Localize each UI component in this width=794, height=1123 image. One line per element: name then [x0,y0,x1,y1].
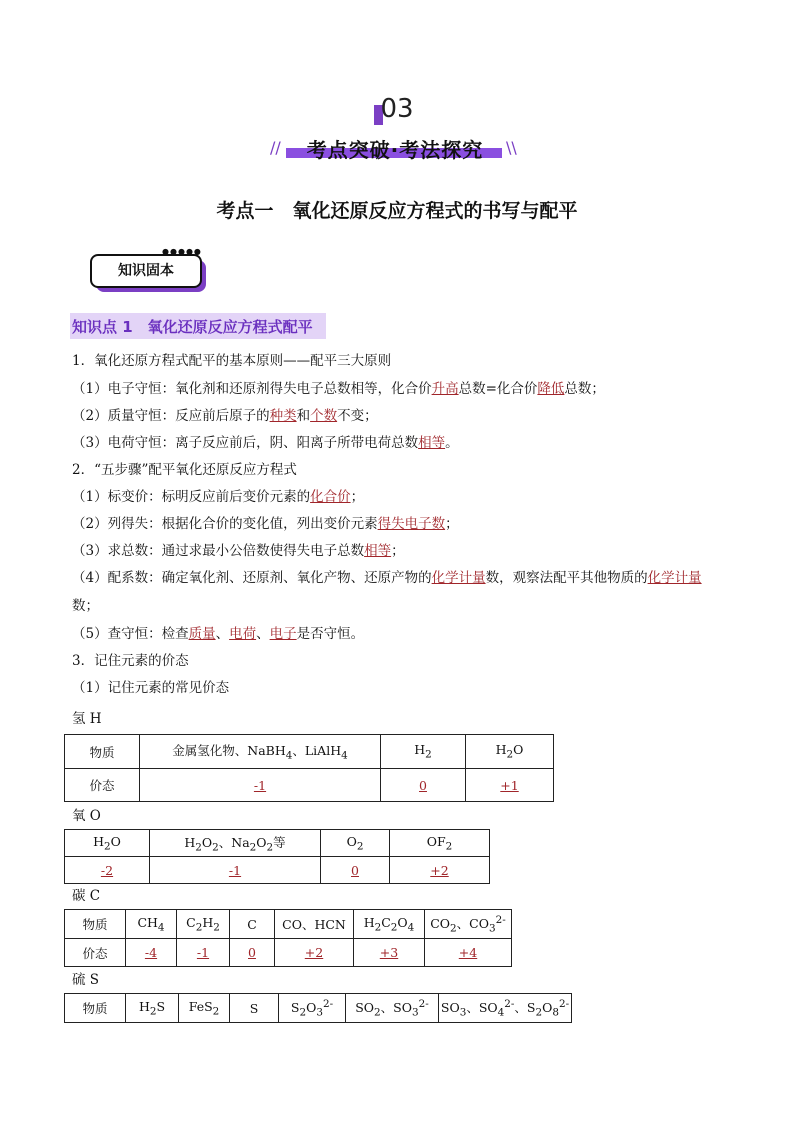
electron-conservation: （1）电子守恒：氧化剂和还原剂得失电子总数相等，化合价升高总数=化合价降低总数； [72,381,605,397]
table-cell: 金属氢化物、NaBH$_4$、LiAlH$_4$ [140,735,381,769]
mass-conservation: （2）质量守恒：反应前后原子的种类和个数不变； [72,408,378,424]
table-cell: -1 [150,857,321,884]
charge-conservation: （3）电荷守恒：离子反应前后，阴、阳离子所带电荷总数相等。 [72,435,459,451]
left-slash-icon: // [270,138,281,157]
table-cell: S [230,994,279,1023]
table-cell: -2 [65,857,150,884]
table-cell: $S_2O_3^{2-}$ [279,994,346,1023]
table-cell: 物质 [65,994,126,1023]
table-cell: $H_2C_2O_4$ [354,910,425,939]
table-cell: 0 [321,857,390,884]
hydrogen-table [64,734,554,802]
common-valence-heading: （1）记住元素的常见价态 [72,680,230,696]
table-cell: $O_2$ [321,830,390,857]
table-cell: -1 [140,769,381,802]
table-cell: $C_2H_2$ [177,910,230,939]
table-cell: $H_2O$ [466,735,554,769]
knowledge-badge [90,247,208,294]
step-5: （5）查守恒：检查质量、电荷、电子是否守恒。 [72,626,365,642]
table-cell: +1 [466,769,554,802]
table-cell: +2 [275,939,354,967]
table-cell: 物质 [65,910,126,939]
section-number: 03 [380,94,414,124]
table-cell: $OF_2$ [390,830,490,857]
table-cell: $H_2S$ [126,994,179,1023]
badge-label: 知识固本 [90,254,202,288]
hydrogen-label: 氢 H [72,711,102,727]
sulfur-label: 硫 S [72,972,100,988]
oxygen-table [64,829,490,884]
table-cell: $H_2O_2$、$Na_2O_2$等 [150,830,321,857]
table-cell: $CO_2$、$CO_3^{2-}$ [425,910,512,939]
table-cell: $SO_3$、$SO_4^{2-}$、$S_2O_8^{2-}$ [439,994,572,1023]
sulfur-table [64,993,572,1023]
step-4: （4）配系数：确定氧化剂、还原剂、氧化产物、还原产物的化学计量数，观察法配平其他物质的化学计量 [72,570,702,586]
table-cell: $SO_2$、$SO_3^{2-}$ [346,994,439,1023]
table-cell: $H_2$ [381,735,466,769]
table-cell: +4 [425,939,512,967]
oxygen-label: 氧 O [72,808,101,824]
badge-rings-icon: ●●●●● [162,247,202,256]
section-banner-text: 考点突破·考法探究 [306,138,484,162]
table-cell: FeS$_2$ [179,994,230,1023]
principle-heading: 1．氧化还原方程式配平的基本原则——配平三大原则 [72,353,392,369]
carbon-table [64,909,512,967]
table-cell: $H_2O$ [65,830,150,857]
table-cell: -1 [177,939,230,967]
section-banner [270,134,520,160]
table-cell: $CH_4$ [126,910,177,939]
table-cell: CO、HCN [275,910,354,939]
step-4-cont: 数； [72,598,99,614]
table-cell: -4 [126,939,177,967]
table-cell: 价态 [65,939,126,967]
right-slash-icon: \\ [506,138,517,157]
table-cell: 价态 [65,769,140,802]
step-1: （1）标变价：标明反应前后变价元素的化合价； [72,489,365,505]
table-cell: +2 [390,857,490,884]
table-cell: 0 [381,769,466,802]
topic-title: 考点一 氧化还原反应方程式的书写与配平 [216,200,578,222]
table-cell: 物质 [65,735,140,769]
valence-heading: 3．记住元素的价态 [72,653,189,669]
step-3: （3）求总数：通过求最小公倍数使得失电子总数相等； [72,543,405,559]
knowledge-point-title: 知识点 1 氧化还原反应方程式配平 [72,318,313,336]
table-cell: +3 [354,939,425,967]
table-cell: 0 [230,939,275,967]
table-cell: C [230,910,275,939]
step-2: （2）列得失：根据化合价的变化值，列出变价元素得失电子数； [72,516,459,532]
carbon-label: 碳 C [72,888,101,904]
five-steps-heading: 2．“五步骤”配平氧化还原反应方程式 [72,462,297,478]
